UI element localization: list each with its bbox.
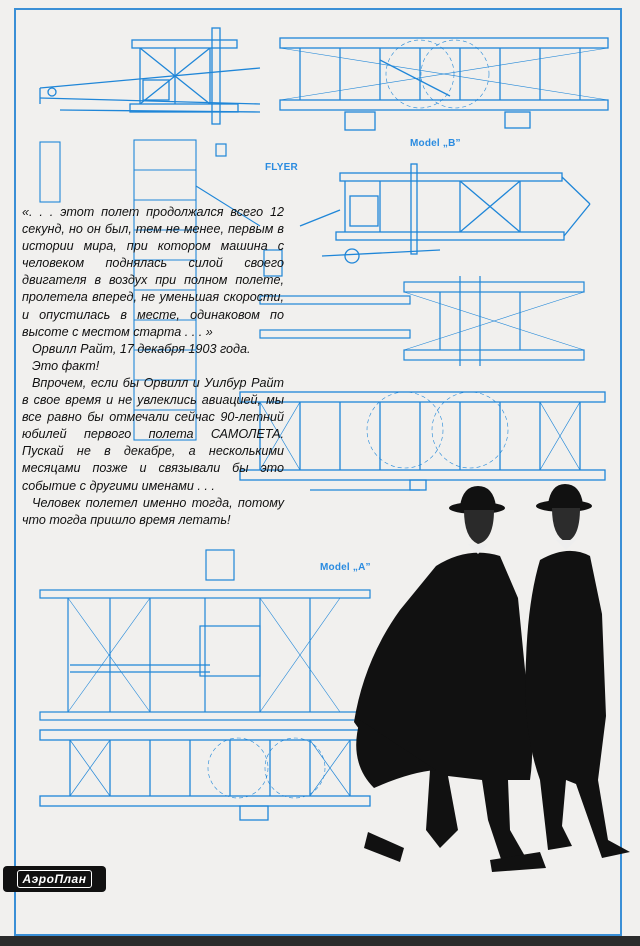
- model-a-top-view: [40, 590, 370, 720]
- model-a-label: Model „A”: [320, 562, 371, 573]
- body-paragraph-1: Впрочем, если бы Орвилл и Уилбур Райт в свое время и не увлеклись авиацией, мы все равно бы отмечали сейчас 90-летний юбилей первого полета САМОЛЕТА. Пускай не в декабре, а несколькими месяцами позже и связывали бы это событие с другими именами . . .: [22, 375, 284, 493]
- flyer-front-view-top: [280, 38, 608, 130]
- top-view-middle: [260, 276, 584, 366]
- quote-paragraph: «. . . этот полет продолжался всего 12 секунд, но он был, тем не менее, первым в истории мира, при котором машина с человеком поднялась силой своего двигателя в воздух при полном полете, пролетела вперед, не уменьшая скорости, и опустилась в месте, одинаковом по высоте с местом старта . . . »: [22, 205, 284, 339]
- body-paragraph-2: Человек полетел именно тогда, потому что тогда пришло время летать!: [22, 495, 284, 527]
- article-text: [22, 204, 284, 529]
- aeroplan-logo: [3, 866, 106, 892]
- model-a-front-view: [40, 730, 370, 820]
- flyer-side-view-top: [40, 28, 260, 124]
- fact-line: Это факт!: [32, 358, 100, 373]
- flyer-label: FLYER: [265, 162, 298, 173]
- wright-brothers-silhouette: [340, 480, 630, 880]
- scan-edge: [0, 936, 640, 946]
- quote-attribution: Орвилл Райт, 17 декабря 1903 года.: [32, 341, 251, 356]
- model-b-label: Model „B”: [410, 138, 461, 149]
- model-b-side-view: [300, 164, 590, 263]
- front-view-middle: [240, 392, 605, 490]
- logo-text: АэроПлан: [17, 870, 93, 888]
